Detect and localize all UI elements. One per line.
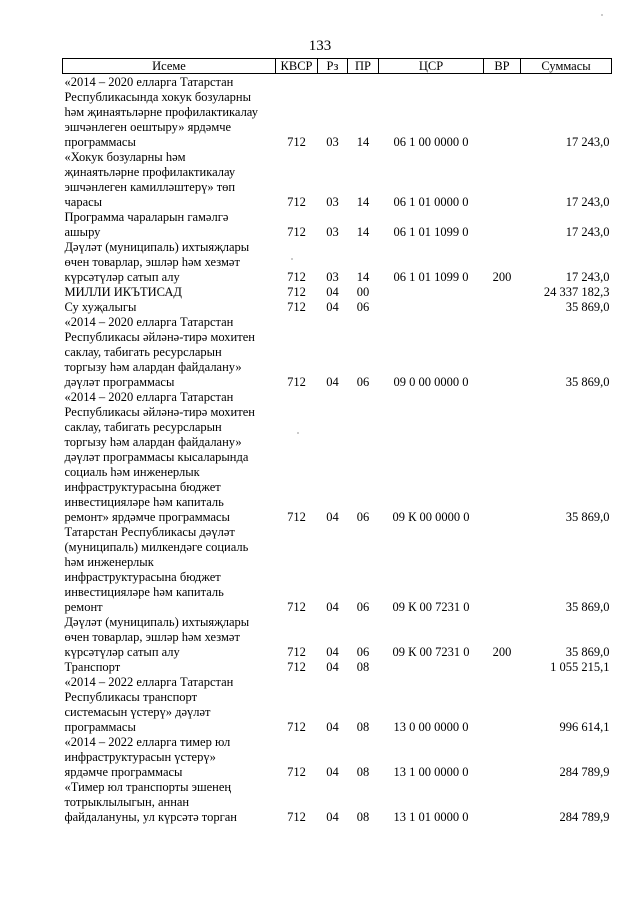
cell-kvsr: 712 — [287, 645, 306, 659]
cell-csr — [379, 285, 484, 300]
cell-rz: 04 — [326, 600, 339, 614]
cell-pr: 06 — [356, 510, 370, 524]
cell-pr: 08 — [356, 720, 370, 734]
cell-csr: 09 К 00 0000 0 — [392, 510, 470, 524]
cell-pr: 00 — [356, 285, 370, 299]
cell-kvsr: 712 — [287, 270, 306, 284]
cell-sum: 284 789,9 — [559, 765, 610, 779]
cell-sum: 35 869,0 — [565, 510, 610, 524]
cell-name: Су хуҗалыгы — [64, 300, 137, 314]
cell-pr: 14 — [356, 225, 370, 239]
cell-name: МИЛЛИ ИКЪТИСАД — [64, 285, 182, 299]
cell-pr: 14 — [356, 195, 370, 209]
cell-rz: 03 — [326, 225, 339, 239]
cell-pr: 06 — [356, 300, 370, 314]
page-number: 133 — [308, 38, 332, 54]
cell-name: «Хокук бозуларны һәм җинаятьләрне профилактикалау эшчәнлеген камилләштерү» төп чарасы — [64, 150, 236, 209]
cell-csr: 06 1 01 0000 0 — [393, 195, 469, 209]
cell-rz: 03 — [326, 270, 339, 284]
cell-pr: 06 — [356, 375, 370, 389]
table-row — [63, 210, 612, 240]
cell-kvsr: 712 — [287, 300, 306, 314]
cell-vr — [484, 675, 521, 735]
cell-vr — [484, 74, 521, 151]
cell-csr: 09 К 00 7231 0 — [392, 645, 470, 659]
table-body — [63, 74, 612, 826]
cell-name: «2014 – 2020 елларга Татарстан Республикасы әйләнә-тирә мохитен саклау, табигать ресурсларын торгызу һәм алардан файдалану» дәүләт программасы — [64, 315, 255, 389]
table-row — [63, 390, 612, 525]
column-header-sum: Суммасы — [521, 59, 612, 74]
cell-rz: 04 — [326, 720, 339, 734]
cell-sum: 284 789,9 — [559, 810, 610, 824]
cell-kvsr: 712 — [287, 660, 306, 674]
column-header-rz: Рз — [318, 59, 348, 74]
cell-rz: 04 — [326, 285, 339, 299]
cell-csr — [379, 660, 484, 675]
cell-vr — [484, 315, 521, 390]
cell-pr: 08 — [356, 765, 370, 779]
cell-name: Дәүләт (муниципаль) ихтыяҗлары өчен товарлар, эшләр һәм хезмәт күрсәтүләр сатып алу — [64, 240, 250, 284]
cell-rz: 04 — [326, 765, 339, 779]
table-row — [63, 300, 612, 315]
table-row — [63, 240, 612, 285]
cell-kvsr: 712 — [287, 195, 306, 209]
cell-rz: 04 — [326, 300, 339, 314]
cell-kvsr: 712 — [287, 510, 306, 524]
cell-kvsr: 712 — [287, 600, 306, 614]
cell-name: Татарстан Республикасы дәүләт (муниципаль) милкендәге социаль һәм инженерлык инфраструктурасына бюджет инвестицияләре һәм капиталь ремонт — [64, 525, 249, 614]
cell-csr — [379, 300, 484, 315]
cell-vr — [484, 780, 521, 825]
cell-vr: 200 — [492, 270, 512, 284]
cell-sum: 17 243,0 — [565, 135, 610, 149]
column-header-kvsr: КВСР — [276, 59, 318, 74]
cell-csr: 06 1 01 1099 0 — [393, 270, 469, 284]
cell-rz: 04 — [326, 375, 339, 389]
cell-csr: 13 1 01 0000 0 — [393, 810, 469, 824]
cell-name: «Тимер юл транспорты эшенең тотрыклылыгын, аннан файдалануны, ул күрсәтә торган — [64, 780, 237, 824]
cell-vr — [484, 300, 521, 315]
cell-vr — [484, 660, 521, 675]
table-header-row — [63, 59, 612, 74]
table-row — [63, 525, 612, 615]
cell-rz: 04 — [326, 660, 339, 674]
cell-sum: 996 614,1 — [559, 720, 610, 734]
cell-sum: 24 337 182,3 — [543, 285, 610, 299]
column-header-csr: ЦСР — [379, 59, 484, 74]
cell-name: «2014 – 2020 елларга Татарстан Республикасында хокук бозуларны һәм җинаятьләрне профилактикалау эшчәнлеген оештыру» ярдәмче программасы — [64, 75, 258, 149]
cell-name: Программа чараларын гамәлгә ашыру — [64, 210, 229, 239]
table-row — [63, 74, 612, 151]
cell-pr: 08 — [356, 660, 370, 674]
cell-csr: 09 К 00 7231 0 — [392, 600, 470, 614]
cell-sum: 35 869,0 — [565, 375, 610, 389]
cell-pr: 14 — [356, 135, 370, 149]
column-header-pr: ПР — [348, 59, 379, 74]
cell-sum: 35 869,0 — [565, 300, 610, 314]
cell-name: «2014 – 2022 елларга тимер юл инфраструктурасын үстерү» ярдәмче программасы — [64, 735, 231, 779]
cell-sum: 17 243,0 — [565, 225, 610, 239]
cell-kvsr: 712 — [287, 765, 306, 779]
table-row — [63, 675, 612, 735]
cell-kvsr: 712 — [287, 810, 306, 824]
cell-sum: 17 243,0 — [565, 270, 610, 284]
scan-speck — [291, 258, 293, 260]
cell-sum: 35 869,0 — [565, 645, 610, 659]
table-row — [63, 660, 612, 675]
cell-kvsr: 712 — [287, 285, 306, 299]
cell-vr — [484, 390, 521, 525]
cell-vr — [484, 150, 521, 210]
cell-rz: 04 — [326, 645, 339, 659]
cell-name: «2014 – 2020 елларга Татарстан Республикасы әйләнә-тирә мохитен саклау, табигать ресурсларын торгызу һәм алардан файдалану» дәүләт программасы кысаларында социаль һәм инженерлык инфраструктурасына бюджет инвестицияләре һәм капиталь ремонт» ярдәмче программасы — [64, 390, 255, 524]
table-row — [63, 285, 612, 300]
cell-rz: 04 — [326, 810, 339, 824]
budget-table — [62, 58, 612, 825]
cell-pr: 06 — [356, 600, 370, 614]
table-row — [63, 150, 612, 210]
cell-sum: 17 243,0 — [565, 195, 610, 209]
cell-kvsr: 712 — [287, 720, 306, 734]
cell-kvsr: 712 — [287, 375, 306, 389]
cell-name: «2014 – 2022 елларга Татарстан Республикасы транспорт системасын үстерү» дәүләт программасы — [64, 675, 234, 734]
cell-vr — [484, 525, 521, 615]
cell-sum: 35 869,0 — [565, 600, 610, 614]
cell-csr: 13 0 00 0000 0 — [393, 720, 469, 734]
cell-pr: 08 — [356, 810, 370, 824]
cell-csr: 13 1 00 0000 0 — [393, 765, 469, 779]
cell-vr — [484, 210, 521, 240]
cell-pr: 14 — [356, 270, 370, 284]
cell-rz: 03 — [326, 195, 339, 209]
table-row — [63, 615, 612, 660]
cell-vr — [484, 735, 521, 780]
cell-csr: 06 1 00 0000 0 — [393, 135, 469, 149]
cell-kvsr: 712 — [287, 135, 306, 149]
table-row — [63, 735, 612, 780]
cell-pr: 06 — [356, 645, 370, 659]
column-header-name: Исеме — [63, 59, 276, 74]
cell-name: Дәүләт (муниципаль) ихтыяҗлары өчен товарлар, эшләр һәм хезмәт күрсәтүләр сатып алу — [64, 615, 250, 659]
cell-sum: 1 055 215,1 — [550, 660, 610, 674]
cell-csr: 09 0 00 0000 0 — [393, 375, 469, 389]
table-row — [63, 315, 612, 390]
cell-kvsr: 712 — [287, 225, 306, 239]
cell-vr: 200 — [492, 645, 512, 659]
table-row — [63, 780, 612, 825]
column-header-vr: ВР — [484, 59, 521, 74]
scan-speck — [297, 432, 299, 434]
cell-name: Транспорт — [64, 660, 121, 674]
scan-speck — [601, 14, 603, 16]
cell-csr: 06 1 01 1099 0 — [393, 225, 469, 239]
cell-rz: 04 — [326, 510, 339, 524]
cell-rz: 03 — [326, 135, 339, 149]
cell-vr — [484, 285, 521, 300]
